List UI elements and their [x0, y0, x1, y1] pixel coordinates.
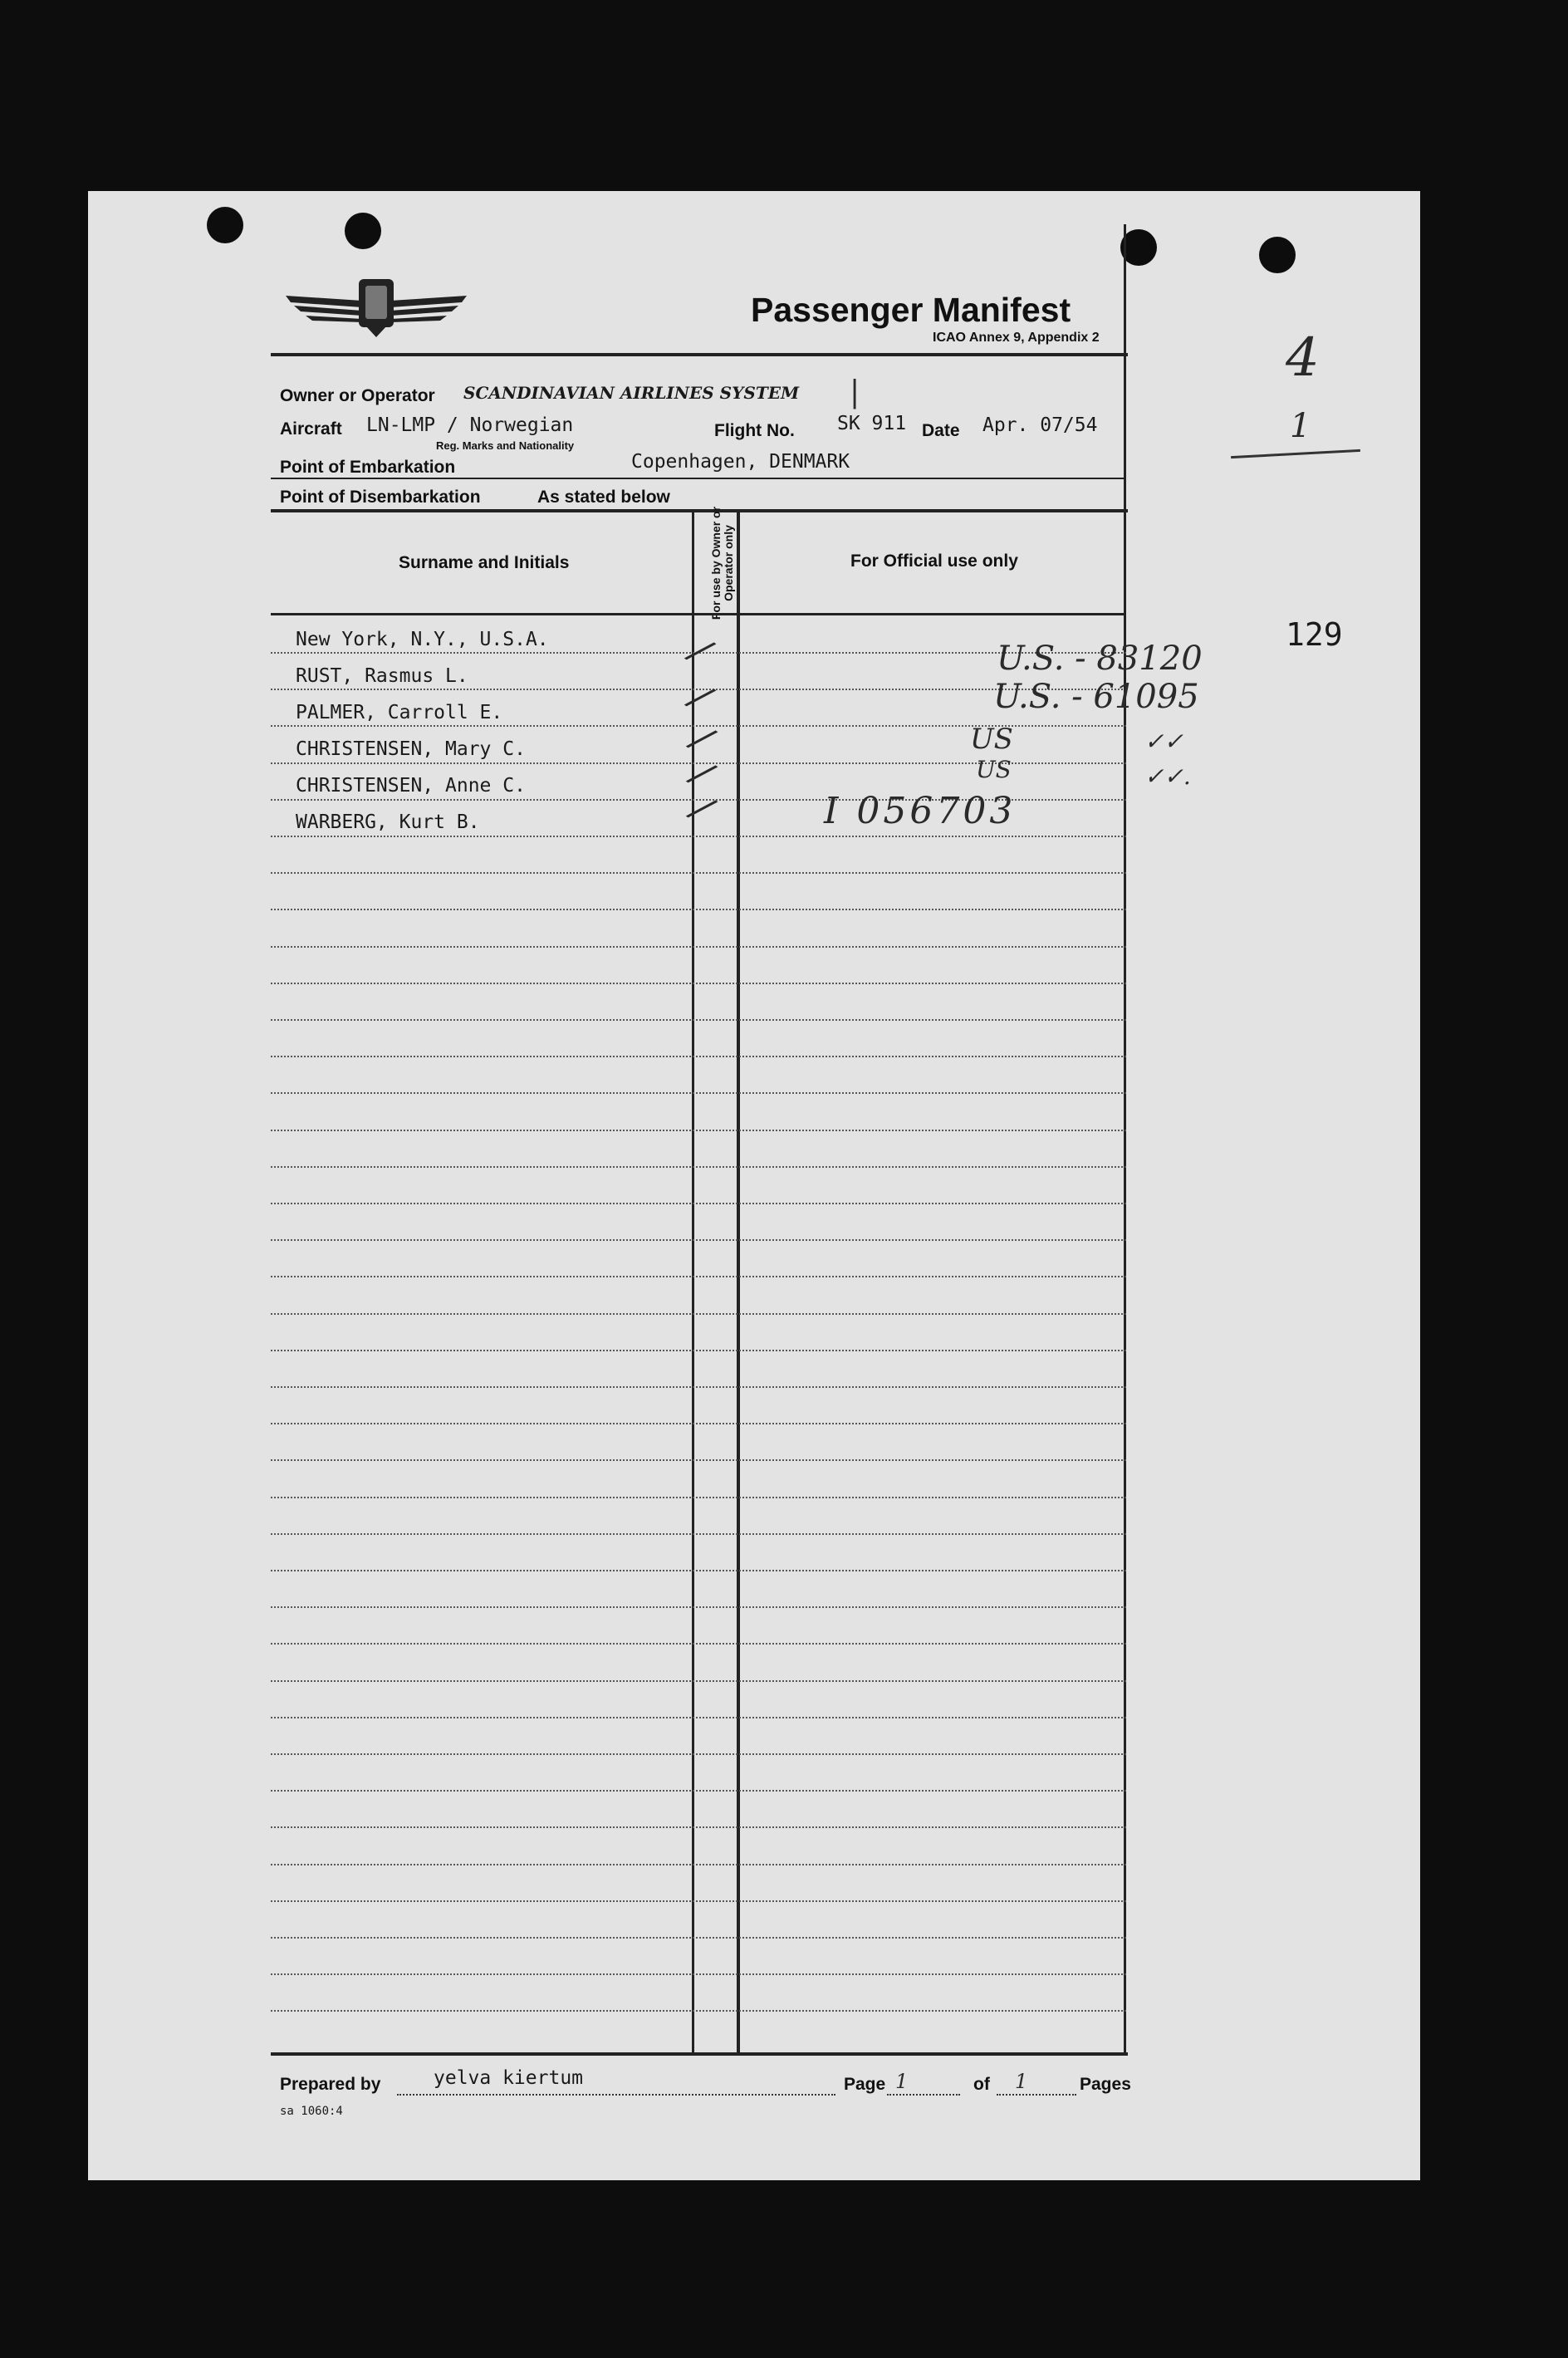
table-row-rule [271, 1497, 1126, 1498]
owner-slash-mark: | [850, 375, 860, 409]
form-right-border [1124, 224, 1126, 2056]
table-row-rule [271, 946, 1126, 948]
table-row-rule [271, 1570, 1126, 1571]
operator-check-mark: / [683, 630, 718, 672]
table-row-rule [271, 872, 1126, 874]
punch-hole [345, 213, 381, 249]
table-row-name: New York, N.Y., U.S.A. [296, 629, 549, 650]
disembarkation-value: As stated below [537, 488, 670, 507]
table-row-rule [271, 1239, 1126, 1241]
table-top-rule [271, 509, 1128, 512]
table-row-rule [271, 1423, 1126, 1424]
prepared-by-value: yelva kiertum [434, 2067, 584, 2089]
table-row-rule [271, 836, 1126, 837]
disembarkation-label: Point of Disembarkation [280, 488, 481, 507]
table-row-rule [271, 1790, 1126, 1792]
table-row-rule [271, 1643, 1126, 1645]
table-row-rule [271, 1092, 1126, 1094]
date-label: Date [922, 421, 960, 440]
embarkation-label: Point of Embarkation [280, 458, 456, 477]
table-row-rule [271, 1386, 1126, 1388]
table-row-rule [271, 2010, 1126, 2012]
date-value: Apr. 07/54 [982, 414, 1098, 436]
official-entry: US [970, 723, 1013, 756]
embarkation-value: Copenhagen, DENMARK [631, 451, 850, 473]
table-header-rule [271, 613, 1126, 615]
tick-marks: ✓✓. [1144, 762, 1191, 790]
table-row-name: RUST, Rasmus L. [296, 665, 468, 687]
table-row-rule [271, 1717, 1126, 1718]
punch-hole [1259, 237, 1296, 273]
table-row-rule [271, 1533, 1126, 1535]
operator-check-mark: / [684, 753, 720, 795]
official-entry: U.S. - 83120 [997, 640, 1203, 678]
page-value: 1 [895, 2070, 909, 2093]
table-row-name: PALMER, Carroll E. [296, 702, 503, 723]
col-official-header: For Official use only [850, 552, 1018, 571]
table-row-rule [271, 1350, 1126, 1351]
table-row-name: WARBERG, Kurt B. [296, 811, 480, 833]
operator-check-mark: / [684, 718, 720, 760]
stamp-number: 129 [1286, 616, 1343, 653]
table-row-rule [271, 1019, 1126, 1021]
table-row-rule [271, 1276, 1126, 1277]
col-operator-header: For use by Owner or Operator only [709, 506, 735, 620]
table-row-rule [271, 1680, 1126, 1682]
table-row-rule [271, 1606, 1126, 1608]
table-row-rule [271, 983, 1126, 984]
page-label: Page [844, 2075, 886, 2094]
table-row-rule [271, 1313, 1126, 1315]
aircraft-label: Aircraft [280, 419, 342, 439]
table-row-rule [271, 1937, 1126, 1939]
form-number: sa 1060:4 [280, 2105, 343, 2118]
footer-top-rule [271, 2052, 1128, 2056]
tick-marks: ✓✓ [1144, 728, 1183, 755]
form-subtitle: ICAO Annex 9, Appendix 2 [933, 331, 1100, 345]
margin-number-top: 4 [1286, 327, 1320, 389]
airline-winged-crest-logo-icon [282, 274, 470, 339]
table-row-name: CHRISTENSEN, Anne C. [296, 775, 526, 797]
table-row-name: CHRISTENSEN, Mary C. [296, 738, 526, 760]
operator-check-mark: / [684, 787, 720, 830]
flight-value: SK 911 [837, 413, 907, 434]
owner-value: SCANDINAVIAN AIRLINES SYSTEM [463, 383, 800, 403]
prepared-by-label: Prepared by [280, 2075, 381, 2094]
table-row-rule [271, 1166, 1126, 1168]
table-row-rule [271, 909, 1126, 910]
table-row-rule [271, 1203, 1126, 1204]
official-entry: U.S. - 61095 [993, 678, 1199, 716]
table-row-rule [271, 1973, 1126, 1975]
of-rule [997, 2094, 1076, 2096]
official-entry: I 056703 [824, 790, 1017, 832]
table-row-rule [271, 1056, 1126, 1057]
aircraft-value: LN-LMP / Norwegian [366, 414, 574, 436]
of-label: of [973, 2075, 990, 2094]
pages-label: Pages [1080, 2075, 1131, 2094]
prepared-by-rule [397, 2094, 835, 2096]
table-row-rule [271, 1753, 1126, 1755]
embarkation-rule [271, 478, 1126, 479]
official-entry: US [976, 756, 1012, 783]
reg-marks-note: Reg. Marks and Nationality [436, 439, 575, 452]
col-divider-2 [737, 512, 740, 2052]
table-row-rule [271, 1130, 1126, 1131]
table-row-rule [271, 1864, 1126, 1865]
margin-number-bottom: 1 [1290, 407, 1311, 445]
table-row-rule [271, 1900, 1126, 1902]
table-row-rule [271, 1459, 1126, 1461]
operator-check-mark: / [683, 676, 718, 718]
page-rule [887, 2094, 960, 2096]
punch-hole [207, 207, 243, 243]
of-value: 1 [1015, 2070, 1028, 2093]
table-row-rule [271, 1826, 1126, 1828]
owner-label: Owner or Operator [280, 386, 435, 405]
form-title: Passenger Manifest [751, 291, 1071, 329]
header-top-rule [271, 353, 1128, 356]
col-surname-header: Surname and Initials [399, 553, 570, 572]
flight-label: Flight No. [714, 421, 795, 440]
